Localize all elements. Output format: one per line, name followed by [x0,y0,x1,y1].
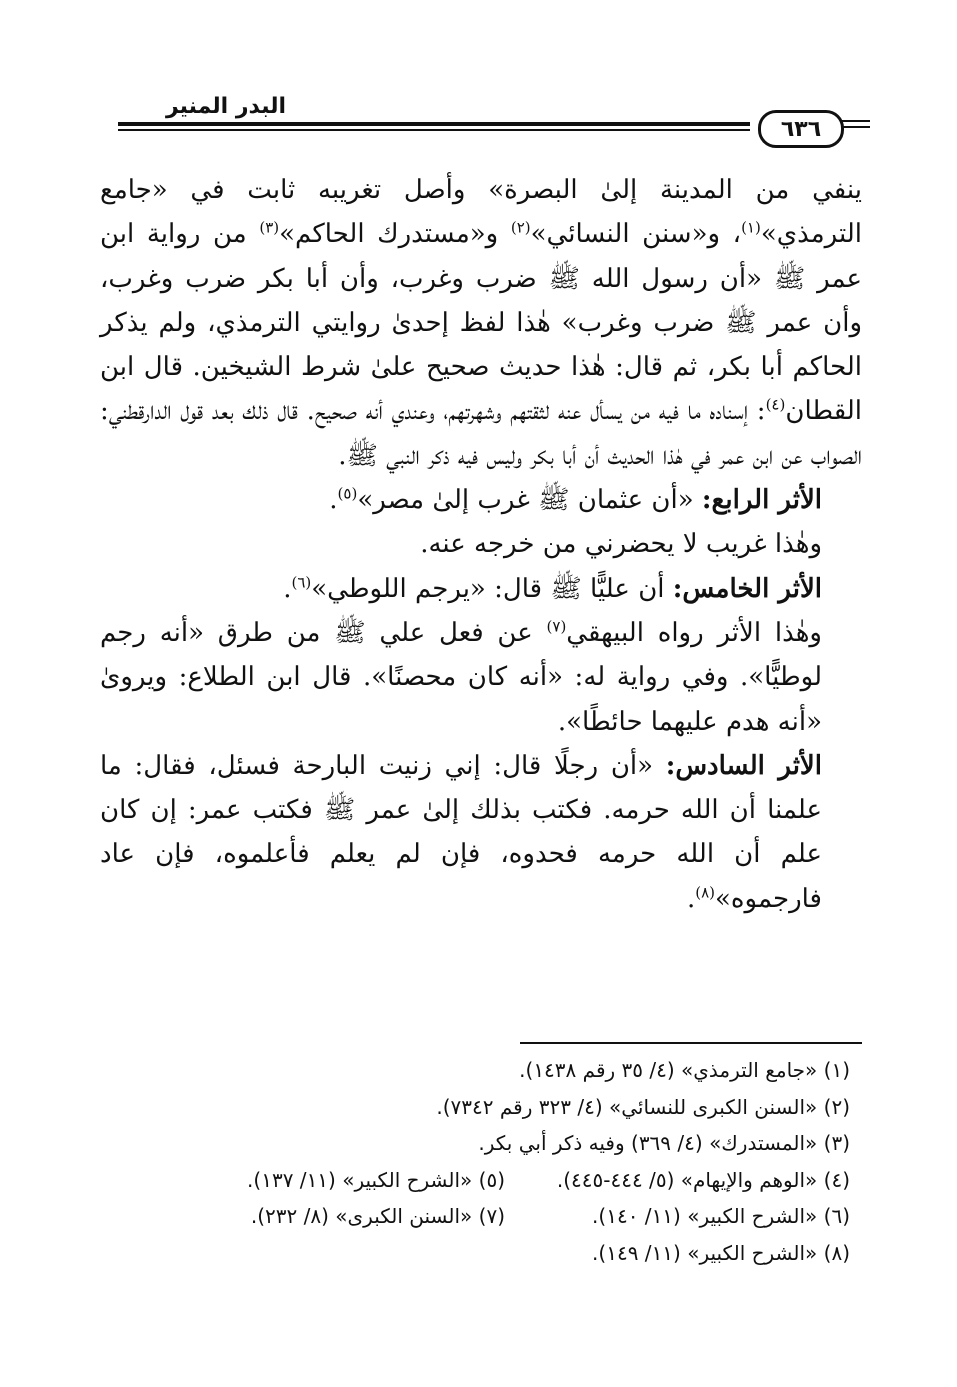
footnote-ref: (١) [741,218,761,237]
main-text [100,168,862,921]
athar-heading: الأثر الرابع: [701,485,822,516]
header-rule [118,122,750,134]
footnote-row [160,1162,850,1199]
footnote-separator [520,1042,862,1044]
page-header [110,92,862,162]
paragraph: وهٰذا غريب لا يحضرني من خرجه عنه. [420,529,822,560]
footnote-ref: (٥) [337,484,358,503]
footnote: (١) «جامع الترمذي» (٤/ ٣٥ رقم ١٤٣٨). [519,1058,850,1082]
athar-heading: الأثر السادس: [665,750,822,781]
footnote: (٣) «المستدرك» (٤/ ٣٦٩) وفيه ذكر أبي بكر. [478,1131,850,1155]
footnote: (٥) «الشرح الكبير» (١١/ ١٣٧). [247,1167,505,1192]
paragraph: الأثر السادس: «أن رجلًا قال: إني زنيت البارحة فسئل، فقال: ما علمنا أن الله حرمه. فكتب بذلك إلىٰ عمر ﷺ فكتب عمر: إن كان علم أن الله حرمه فحدوه، فإن لم يعلم فأعلموه، فإن عاد فارجموه»$^{(٨)}$. [100,750,822,914]
footnote: (٧) «السنن الكبرى» (٨/ ٢٣٢). [250,1204,505,1228]
footnote: (٤) «الوهم والإيهام» (٥/ ٤٤٤-٤٤٥). [556,1167,850,1192]
footnote-ref: (٢) [510,218,531,237]
page-number: ٦٣٦ [780,116,822,142]
athar-heading: الأثر الخامس: [672,573,822,604]
footnote-ref: (٨) [695,883,716,902]
paragraph: الأثر الرابع: «أن عثمان ﷺ غرب إلىٰ مصر»$^{(٥)}$. [329,484,822,516]
footnote-ref: (٣) [259,218,280,237]
footnote: (٨) «الشرح الكبير» (١١/ ١٤٩). [592,1240,850,1265]
footnote: (٢) «السنن الكبرى للنسائي» (٤/ ٣٢٣ رقم ٧٣٤٢). [436,1094,850,1119]
paragraph: وهٰذا الأثر رواه البيهقي$^{(٧)}$ عن فعل علي ﷺ من طرق «أنه رجم لوطيًّا». وفي رواية له: «أنه كان محصنًا». قال ابن الطلاع: ويروىٰ «أنه هدم عليهما حائطًا». [100,617,822,737]
footnotes [160,1052,850,1271]
footnote: (٦) «الشرح الكبير» (١١/ ١٤٠). [592,1204,850,1228]
paragraph: الأثر الخامس: أن عليًّا ﷺ قال: «يرجم اللوطي»$^{(٦)}$. [283,573,822,604]
header-rule-tail [842,120,870,132]
running-title: البدر المنير [166,94,287,119]
footnote-ref: (٦) [291,573,312,592]
footnote-row [160,1198,850,1235]
footnote-ref: (٤) [765,395,786,414]
page-number-badge [758,110,844,148]
footnote-ref: (٧) [546,617,567,636]
paragraph: ينفي من المدينة إلىٰ البصرة» وأصل تغريبه ثابت في «جامع الترمذي»$^{(١)}$، و«سنن النسائي»$^{(٢)}$ و«مستدرك الحاكم»$^{(٣)}$ من رواية ابن عمر ﷺ «أن رسول الله ﷺ ضرب وغرب، وأن أبا بكر ضرب وغرب، وأن عمر ﷺ ضرب وغرب» هٰذا لفظ إحدىٰ روايتي الترمذي، ولم يذكر الحاكم أبا بكر، ثم قال: هٰذا حديث صحيح علىٰ شرط الشيخين. قال ابن القطان$^{(٤)}$: إسناده ما فيه من يسأل عنه لثقتهم وشهرتهم، وعندي أنه صحيح. قال ذلك بعد قول الدارقطني: الصواب عن ابن عمر في هٰذا الحديث أن أبا بكر وليس فيه ذكر النبي ﷺ. [100,175,863,471]
